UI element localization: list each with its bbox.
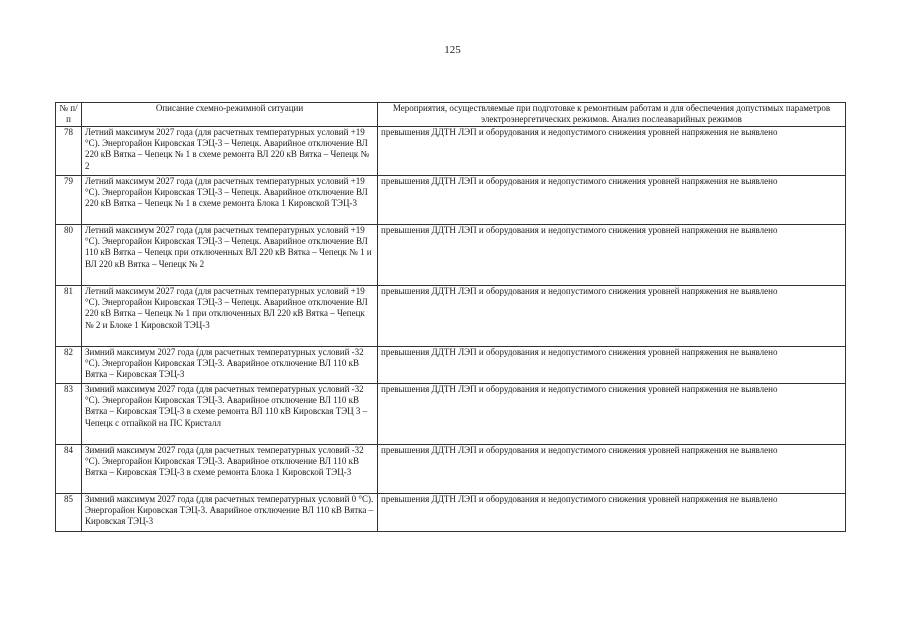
table-row — [56, 176, 846, 225]
row-actions: превышения ДДТН ЛЭП и оборудования и недопустимого снижения уровней напряжения не выявлено — [378, 225, 846, 286]
row-num: 81 — [56, 286, 82, 347]
row-num: 85 — [56, 494, 82, 532]
row-actions: превышения ДДТН ЛЭП и оборудования и недопустимого снижения уровней напряжения не выявлено — [378, 176, 846, 225]
scenario-table — [55, 102, 846, 532]
table-row — [56, 347, 846, 384]
table-row — [56, 286, 846, 347]
table-row — [56, 384, 846, 445]
row-actions: превышения ДДТН ЛЭП и оборудования и недопустимого снижения уровней напряжения не выявлено — [378, 347, 846, 384]
row-description: Зимний максимум 2027 года (для расчетных температурных условий 0 °С). Энергорайон Кировская ТЭЦ-3. Аварийное отключение ВЛ 110 кВ Вятка – Кировская ТЭЦ-3 — [82, 494, 378, 532]
row-num: 84 — [56, 445, 82, 494]
row-description: Летний максимум 2027 года (для расчетных температурных условий +19 °С). Энергорайон Кировская ТЭЦ-3 – Чепецк. Аварийное отключение ВЛ 220 кВ Вятка – Чепецк № 1 при отключенных ВЛ 220 кВ Вятка – Чепецк № 2 и Блоке 1 Кировской ТЭЦ-3 — [82, 286, 378, 347]
row-num: 80 — [56, 225, 82, 286]
table-row — [56, 127, 846, 176]
row-actions: превышения ДДТН ЛЭП и оборудования и недопустимого снижения уровней напряжения не выявлено — [378, 494, 846, 532]
row-actions: превышения ДДТН ЛЭП и оборудования и недопустимого снижения уровней напряжения не выявлено — [378, 286, 846, 347]
table-header-row — [56, 103, 846, 127]
row-description: Зимний максимум 2027 года (для расчетных температурных условий -32 °С). Энергорайон Кировская ТЭЦ-3. Аварийное отключение ВЛ 110 кВ Вятка – Кировская ТЭЦ-3 в схеме ремонта Блока 1 Кировской ТЭЦ-3 — [82, 445, 378, 494]
table-row — [56, 225, 846, 286]
header-num: № п/п — [56, 103, 82, 127]
table-row — [56, 494, 846, 532]
header-actions: Мероприятия, осуществляемые при подготовке к ремонтным работам и для обеспечения допустимых параметров электроэнергетических режимов. Анализ послеаварийных режимов — [378, 103, 846, 127]
header-description: Описание схемно-режимной ситуации — [82, 103, 378, 127]
row-actions: превышения ДДТН ЛЭП и оборудования и недопустимого снижения уровней напряжения не выявлено — [378, 445, 846, 494]
row-num: 78 — [56, 127, 82, 176]
row-description: Летний максимум 2027 года (для расчетных температурных условий +19 °С). Энергорайон Кировская ТЭЦ-3 – Чепецк. Аварийное отключение ВЛ 220 кВ Вятка – Чепецк № 1 в схеме ремонта ВЛ 220 кВ Вятка – Чепецк № 2 — [82, 127, 378, 176]
table-row — [56, 445, 846, 494]
row-num: 83 — [56, 384, 82, 445]
row-actions: превышения ДДТН ЛЭП и оборудования и недопустимого снижения уровней напряжения не выявлено — [378, 127, 846, 176]
row-num: 79 — [56, 176, 82, 225]
row-description: Летний максимум 2027 года (для расчетных температурных условий +19 °С). Энергорайон Кировская ТЭЦ-3 – Чепецк. Аварийное отключение ВЛ 110 кВ Вятка – Чепецк при отключенных ВЛ 220 кВ Вятка – Чепецк № 1 и ВЛ 220 кВ Вятка – Чепецк № 2 — [82, 225, 378, 286]
page-number: 125 — [444, 44, 461, 56]
row-description: Зимний максимум 2027 года (для расчетных температурных условий -32 °С). Энергорайон Кировская ТЭЦ-3. Аварийное отключение ВЛ 110 кВ Вятка – Кировская ТЭЦ-3 — [82, 347, 378, 384]
row-description: Зимний максимум 2027 года (для расчетных температурных условий -32 °С). Энергорайон Кировская ТЭЦ-3. Аварийное отключение ВЛ 110 кВ Вятка – Кировская ТЭЦ-3 в схеме ремонта ВЛ 110 кВ Кировская ТЭЦ 3 – Чепецк с отпайкой на ПС Кристалл — [82, 384, 378, 445]
row-description: Летний максимум 2027 года (для расчетных температурных условий +19 °С). Энергорайон Кировская ТЭЦ-3 – Чепецк. Аварийное отключение ВЛ 220 кВ Вятка – Чепецк № 1 в схеме ремонта Блока 1 Кировской ТЭЦ-3 — [82, 176, 378, 225]
row-num: 82 — [56, 347, 82, 384]
row-actions: превышения ДДТН ЛЭП и оборудования и недопустимого снижения уровней напряжения не выявлено — [378, 384, 846, 445]
